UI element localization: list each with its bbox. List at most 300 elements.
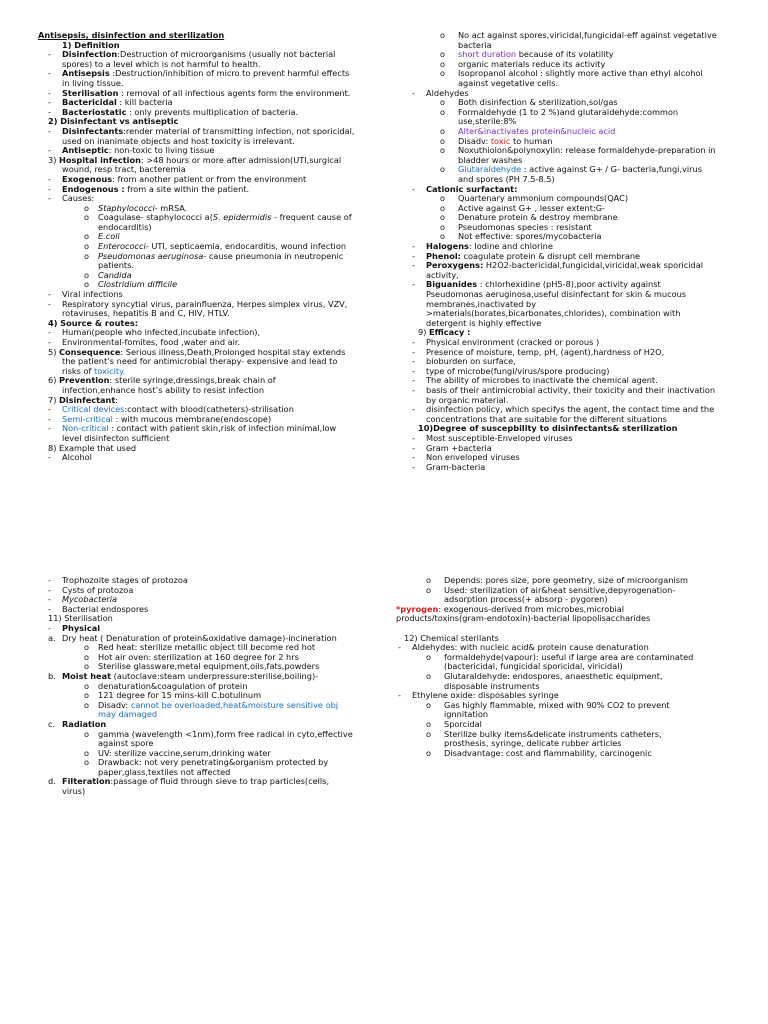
line-text-rest: - frequent cause of (271, 213, 352, 223)
text-line (38, 453, 378, 463)
bold-term: Sterilisation (62, 88, 119, 98)
line-text: >materials(borates,bicarbonates,chlorides), combination with (426, 309, 681, 319)
bold-term: Biguanides (426, 280, 478, 290)
text-line (38, 396, 378, 406)
line-text: 1) Definition (62, 40, 120, 50)
list-marker: o (440, 69, 446, 79)
list-marker: o (84, 700, 90, 710)
text-line (410, 117, 750, 127)
list-marker: - (412, 251, 415, 261)
bold-term: Disinfection (62, 50, 118, 60)
line-text: Pseudomonas aeruginosa,useful disinfectant for skin & mucous (426, 290, 687, 300)
bold-term: 10)Degree of suscepbility to disinfectants& sterilization (418, 424, 678, 434)
line-text: Sporcidal (444, 719, 482, 729)
list-marker: - (48, 88, 51, 98)
list-marker: o (426, 671, 432, 681)
text-line (38, 175, 378, 185)
text-line (396, 576, 756, 586)
list-marker: - (412, 357, 415, 367)
line-text: organic materials reduce its activity (458, 59, 606, 69)
line-text: Coagulase- staphylococci a( (98, 213, 213, 223)
list-marker: - (48, 290, 51, 300)
list-marker: - (412, 376, 415, 386)
line-text: Formaldehyde (1 to 2 %)and glutaraldehyde:common (458, 107, 679, 117)
text-line (38, 444, 378, 454)
list-marker: o (84, 748, 90, 758)
text-line (38, 232, 378, 242)
bold-term: Bacteriostatic (62, 107, 127, 117)
bold-term: Filteration (62, 777, 111, 787)
line-text: Cysts of protozoa (62, 585, 134, 595)
list-marker: c. (48, 719, 56, 729)
list-marker: o (84, 232, 90, 242)
italic-term: E.coli (98, 232, 120, 242)
line-text: Used: sterilization of air&heat sensitive,depyrogenation- (444, 585, 676, 595)
text-line (410, 453, 750, 463)
line-text-rest: from a site within the patient. (124, 184, 250, 194)
line-text-rest: : exogenous-derived from microbes,microbial (438, 604, 625, 614)
text-line (410, 98, 750, 108)
highlight-text: Alter&inactivates protein&nucleic acid (458, 126, 616, 136)
line-text-rest: :Destruction/inhibition of micro to prevent harmful effects (109, 69, 350, 79)
line-text-rest: : Serious illness,Death,Prolonged hospital stay extends (120, 347, 346, 357)
text-line (410, 357, 750, 367)
list-marker: o (440, 59, 446, 69)
list-marker: b. (48, 671, 56, 681)
list-marker: o (440, 222, 446, 232)
text-line (38, 108, 378, 118)
text-line (38, 653, 378, 663)
text-line (396, 672, 756, 682)
line-text: Pseudomonas species : resistant (458, 222, 592, 232)
list-marker: - (398, 691, 401, 701)
text-line (410, 31, 750, 41)
text-line (38, 117, 378, 127)
text-line (38, 643, 378, 653)
text-line (410, 41, 750, 51)
list-marker: o (84, 681, 90, 691)
list-marker: - (412, 242, 415, 252)
line-text: concentrations that are suitable for the different situations (426, 414, 667, 424)
text-line (410, 223, 750, 233)
text-line (396, 662, 756, 672)
line-text: in living tissue. (62, 78, 124, 88)
list-marker: o (440, 136, 446, 146)
line-text: virus) (62, 787, 86, 797)
line-text: rotaviruses, hepatitis B and C, HIV, HTLV. (62, 309, 230, 319)
text-line (410, 271, 750, 281)
bold-term: Exogenous (62, 174, 113, 184)
line-text-rest: (autoclave:steam underpressure:sterilise,boiling)- (111, 671, 319, 681)
line-text-rest: because of its volatility (516, 50, 614, 60)
text-line (38, 605, 378, 615)
line-text-rest: : non-toxic to living tissue (108, 146, 215, 156)
text-line (410, 280, 750, 290)
line-text: Non enveloped viruses (426, 453, 520, 463)
line-text: Ethylene oxide: disposables syringe (412, 691, 559, 701)
line-text: Respiratory syncytial virus, parainfluenza, Herpes simplex virus, VZV, (62, 299, 348, 309)
line-text: the patient’s need for antimicrobial therapy- expensive and lead to (62, 357, 338, 367)
text-line (410, 444, 750, 454)
list-marker: - (48, 576, 51, 585)
text-line (38, 165, 378, 175)
text-line (396, 710, 756, 720)
list-marker: o (440, 50, 446, 60)
text-line (410, 175, 750, 185)
text-line (38, 69, 378, 79)
line-text: 2) Disinfectant vs antiseptic (48, 117, 179, 127)
text-line (410, 290, 750, 300)
text-line (38, 586, 378, 596)
text-line (396, 739, 756, 749)
text-line (38, 682, 378, 692)
text-line (38, 223, 378, 233)
text-line (396, 643, 756, 653)
text-line (396, 701, 756, 711)
text-line (38, 98, 378, 108)
list-marker: - (48, 328, 51, 338)
page2-left-column (38, 576, 378, 797)
text-line (38, 720, 378, 730)
line-text-rest: : chlorhexidine (pH5-8),poor activity against (477, 280, 661, 290)
text-line (38, 730, 378, 740)
line-text: Gram +bacteria (426, 443, 492, 453)
line-text: Antisepsis, disinfection and sterilization (38, 31, 225, 40)
list-marker: - (412, 366, 415, 376)
italic-term: S. epidermidis (212, 213, 272, 223)
text-line (410, 348, 750, 358)
text-line (410, 367, 750, 377)
bold-term: Antisepsis (62, 69, 110, 79)
list-marker: o (440, 146, 446, 156)
bold-term: Prevention (59, 376, 110, 386)
bold-term: Efficacy : (429, 328, 471, 338)
text-line (410, 415, 750, 425)
line-text: Active against G+ , lesser extent;G- (458, 203, 606, 213)
line-text: bladder washes (458, 155, 523, 165)
line-text-rest: : with mucous membrane(endoscope) (115, 414, 272, 424)
bold-term: Bactericidal (62, 98, 117, 108)
line-text-rest: : contact with patient skin,risk of infection minimal,low (111, 424, 337, 434)
text-line (410, 319, 750, 329)
line-text: Aldehydes: with nucleic acid& protein cause denaturation (412, 643, 649, 653)
line-text-rest: : Iodine and chlorine (468, 242, 553, 252)
line-text-rest: : kill bacteria (116, 98, 173, 108)
list-marker: o (440, 213, 446, 223)
line-text: Noxuthiolon&polynoxylin: release formaldehyde-preparation in (458, 146, 716, 156)
text-line (38, 146, 378, 156)
line-text-rest: : removal of all infectious agents form the environment. (118, 88, 351, 98)
list-marker: - (48, 453, 51, 463)
text-line (38, 357, 378, 367)
bold-term: Antiseptic (62, 146, 109, 156)
text-line (410, 213, 750, 223)
list-marker: o (426, 748, 432, 758)
text-line (38, 701, 378, 711)
text-line (38, 672, 378, 682)
text-line (38, 60, 378, 70)
list-marker: o (84, 691, 90, 701)
highlight-text: toxic (490, 136, 511, 146)
line-text: bacteria (458, 40, 492, 50)
line-text: disposable instruments (444, 681, 540, 691)
list-marker: - (48, 126, 51, 136)
list-marker: - (412, 385, 415, 395)
text-line (38, 261, 378, 271)
text-line (38, 280, 378, 290)
list-marker: - (412, 405, 415, 415)
line-text: paper,glass,textiles not affected (98, 767, 231, 777)
text-line (38, 309, 378, 319)
list-marker: o (84, 643, 90, 653)
bold-term: Physical (62, 623, 101, 633)
line-text: Not effective: spores/mycobacteria (458, 232, 602, 242)
bold-term: Endogenous : (62, 184, 125, 194)
text-line (396, 720, 756, 730)
list-marker: - (412, 280, 415, 290)
line-text: 11) Sterilisation (48, 614, 113, 624)
list-marker: - (48, 184, 51, 194)
list-marker: o (84, 662, 90, 672)
line-text: Red heat: sterilize metallic object till become red hot (98, 643, 316, 653)
line-text: Sterilize bulky items&delicate instruments catheters, (444, 729, 662, 739)
line-text: wound, resp tract, bacteremia (62, 165, 186, 175)
highlight-text: cannot be overloaded,heat&moisture sensitive obj (130, 700, 339, 710)
line-text: Both disinfection & sterilization,sol/gas (458, 98, 618, 108)
text-line (410, 434, 750, 444)
line-text: prosthesis, syringe, delicate rubber articles (444, 739, 622, 749)
line-text: 8) Example that used (48, 443, 137, 453)
page2-right-column (396, 576, 756, 758)
line-text-rest: H2O2-bactericidal,fungicidal,viricidal,weak sporicidal (483, 261, 703, 271)
text-line (410, 386, 750, 396)
line-text: Glutaraldehyde: endospores, anaesthetic equipment, (444, 671, 663, 681)
list-marker: o (426, 729, 432, 739)
text-line (396, 624, 756, 634)
text-line (38, 614, 378, 624)
line-text: adsorption process(+ absorp - pygoren) (444, 595, 608, 605)
bold-term: Halogens (426, 242, 469, 252)
text-line (38, 338, 378, 348)
list-marker: o (440, 107, 446, 117)
line-text: 6) (48, 376, 60, 386)
text-line (396, 614, 756, 624)
text-line (38, 749, 378, 759)
line-text: Human(people who infected,incubate infection), (62, 328, 261, 338)
line-text: Alcohol (62, 453, 92, 463)
highlight-text: Glutaraldehyde (458, 165, 522, 175)
line-text-rest: to human (510, 136, 553, 146)
list-marker: o (84, 203, 90, 213)
text-line (38, 50, 378, 60)
text-line (38, 79, 378, 89)
text-line (396, 605, 756, 615)
line-text: 12) Chemical sterilants (404, 633, 499, 643)
text-line (410, 156, 750, 166)
text-line (38, 127, 378, 137)
line-text: denaturation&coagulation of protein (98, 681, 248, 691)
text-line (410, 252, 750, 262)
text-line (38, 137, 378, 147)
line-text: UV: sterilize vaccine,serum,drinking water (98, 748, 271, 758)
line-text-rest: - cause pneumonia in neutropenic (203, 251, 344, 261)
highlight-text: may damaged (98, 710, 158, 720)
list-marker: - (412, 443, 415, 453)
list-marker: o (440, 232, 446, 242)
text-line (38, 376, 378, 386)
highlight-term: Non-critical (62, 424, 112, 434)
text-line (410, 89, 750, 99)
line-text: Disadv: (458, 136, 491, 146)
text-line (38, 710, 378, 720)
line-text: Dry heat ( Denaturation of protein&oxidative damage)-incineration (62, 633, 337, 643)
italic-term: Enterococci (98, 242, 146, 252)
bold-term: Consequence (59, 347, 121, 357)
line-text: Physical environment (cracked or porous ) (426, 338, 600, 347)
list-marker: d. (48, 777, 56, 787)
highlight-text: short duration (458, 50, 517, 60)
page1-left-column (38, 31, 378, 463)
line-text-rest: : only prevents multiplication of bacteria. (126, 107, 299, 117)
line-text: ignnitation (444, 710, 489, 720)
line-text-rest: : >48 hours or more after admission(UTI,surgical (140, 155, 342, 165)
line-text-rest: : from another patient or from the environment (112, 174, 307, 184)
list-marker: - (48, 585, 51, 595)
line-text-rest: : active against G+ / G- bacteria,fungi,virus (521, 165, 702, 175)
line-text-rest: :Destruction of microorganisms (usually not bacterial (117, 50, 336, 60)
line-text: (bactericidal, fungicidal sporicidal, viricidal) (444, 662, 623, 672)
italic-term: Clostridium difficile (98, 280, 178, 290)
line-text: used on inanimate objects and host toxicity is irrelevant. (62, 136, 295, 146)
text-line (38, 595, 378, 605)
line-text: Disadvantage: cost and flammability, carcinogenic (444, 748, 652, 758)
text-line (410, 424, 750, 434)
bold-term: Phenol: (426, 251, 461, 261)
line-text-rest: : sterile syringe,dressings,break chain of (109, 376, 276, 386)
text-line (410, 69, 750, 79)
text-line (396, 634, 756, 644)
text-line (38, 271, 378, 281)
text-line (410, 127, 750, 137)
text-line (38, 89, 378, 99)
line-text: Denature protein & destroy membrane (458, 213, 618, 223)
text-line (38, 768, 378, 778)
bold-term: Moist heat (62, 671, 112, 681)
text-line (410, 300, 750, 310)
line-text: patients. (98, 261, 135, 271)
line-text: No act against spores,viricidal,fungicidal-eff against vegetative (458, 31, 717, 40)
text-line (410, 60, 750, 70)
list-marker: - (48, 174, 51, 184)
list-marker: - (412, 261, 415, 271)
list-marker: o (84, 270, 90, 280)
text-line (38, 739, 378, 749)
list-marker: o (440, 203, 446, 213)
text-line (410, 463, 750, 473)
highlight-text: toxicity. (94, 366, 126, 376)
list-marker: - (412, 184, 415, 194)
list-marker: - (412, 433, 415, 443)
list-marker: o (440, 98, 446, 108)
line-text-rest: coagulate protein & disrupt cell membrane (460, 251, 641, 261)
text-line (38, 424, 378, 434)
line-text: detergent is highly effective (426, 318, 542, 328)
list-marker: o (426, 652, 432, 662)
text-line (410, 242, 750, 252)
text-line (410, 50, 750, 60)
text-line (396, 595, 756, 605)
highlight-term: *pyrogen (396, 604, 439, 614)
text-line (38, 31, 378, 41)
list-marker: o (84, 758, 90, 768)
text-line (38, 576, 378, 586)
line-text-rest: : (115, 395, 119, 405)
text-line (38, 777, 378, 787)
text-line (38, 185, 378, 195)
line-text-rest: :render material of transmitting infection, not sporicidal, (123, 126, 355, 136)
text-line (38, 204, 378, 214)
list-marker: o (84, 729, 90, 739)
text-line (38, 691, 378, 701)
list-marker: - (48, 146, 51, 156)
line-text: Sterilise glassware,metal equipment,oils,fats,powders (98, 662, 320, 672)
text-line (410, 204, 750, 214)
line-text: 4) Source & routes: (48, 318, 139, 328)
text-line (38, 290, 378, 300)
list-marker: - (48, 623, 51, 633)
line-text: by organic material. (426, 395, 509, 405)
text-line (410, 338, 750, 348)
line-text-rest: :contact with blood(catheters)-strilisation (124, 405, 294, 415)
list-marker: - (412, 462, 415, 472)
line-text: Gram-bacteria (426, 462, 486, 472)
text-line (38, 662, 378, 672)
line-text: disinfection policy, which specifys the agent, the contact time and the (426, 405, 715, 415)
line-text: type of microbe(fungi/virus/spore producing) (426, 366, 610, 376)
text-line (410, 376, 750, 386)
text-line (38, 367, 378, 377)
italic-term: Pseudomonas aeruginosa (98, 251, 204, 261)
line-text: 3) (48, 155, 60, 165)
text-line (38, 156, 378, 166)
list-marker: - (48, 98, 51, 108)
text-line (38, 405, 378, 415)
text-line (410, 309, 750, 319)
list-marker: o (440, 194, 446, 204)
text-line (38, 348, 378, 358)
line-text: use,sterile:8% (458, 117, 517, 127)
text-line (38, 194, 378, 204)
text-line (38, 319, 378, 329)
list-marker: - (48, 107, 51, 117)
text-line (410, 108, 750, 118)
text-line (38, 213, 378, 223)
italic-term: Candida (98, 270, 132, 280)
list-marker: - (412, 338, 415, 347)
list-marker: o (426, 719, 432, 729)
bold-term: Radiation (62, 719, 107, 729)
line-text: Depends: pores size, pore geometry, size of microorganism (444, 576, 688, 585)
list-marker: o (426, 576, 432, 585)
line-text: Hot air oven: sterilization at 160 degree for 2 hrs (98, 652, 299, 662)
text-line (410, 232, 750, 242)
text-line (396, 682, 756, 692)
text-line (396, 653, 756, 663)
line-text: against spore (98, 739, 154, 749)
list-marker: o (84, 213, 90, 223)
line-text: Environmental-fomites, food ,water and air. (62, 338, 241, 347)
text-line (38, 634, 378, 644)
